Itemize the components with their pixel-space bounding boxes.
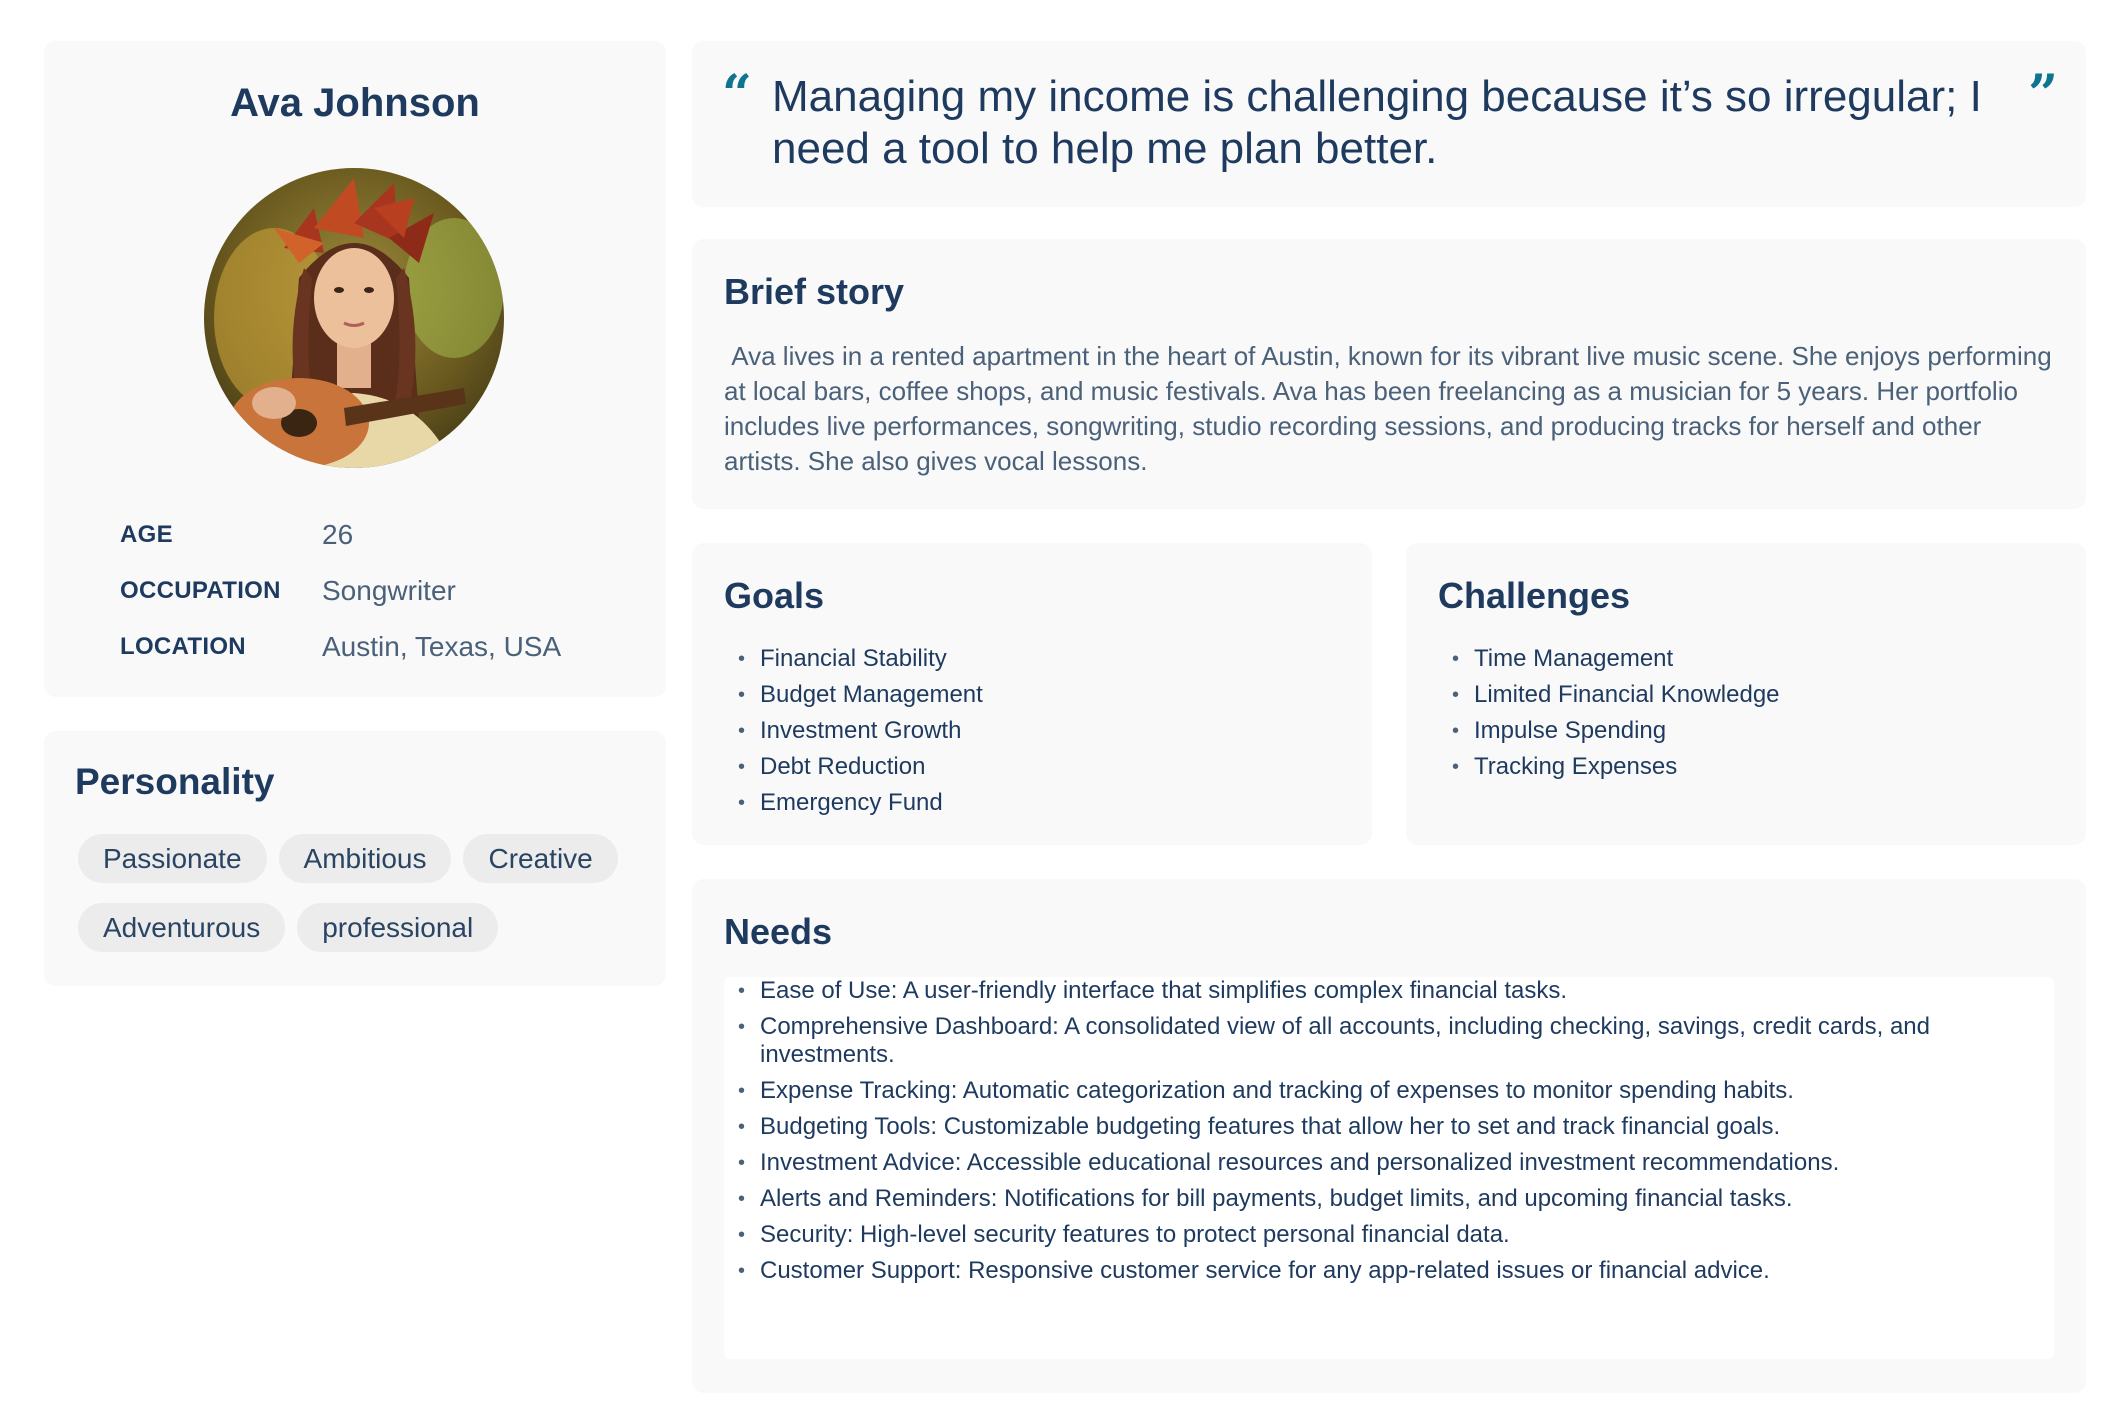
personality-tag: Passionate xyxy=(78,834,267,883)
list-item: • Investment Growth xyxy=(738,713,983,749)
personality-tag: Creative xyxy=(463,834,617,883)
section-title: Goals xyxy=(724,575,825,616)
info-value: Songwriter xyxy=(322,575,456,606)
list-item: • Tracking Expenses xyxy=(1452,749,1780,785)
list-item: • Time Management xyxy=(1452,641,1780,677)
story-text: Ava lives in a rented apartment in the heart of Austin, known for its vibrant live music scene. She enjoys performing at local bars, coffee shops, and music festivals. Ava has been freelancing as a musician for 5 years. Her portfolio includes live performances, songwriting, studio recording sessions, and producing tracks for herself and other artists. She also gives vocal lessons. xyxy=(724,341,2059,476)
goals-card xyxy=(692,543,1372,845)
list-item: • Comprehensive Dashboard: A consolidated view of all accounts, including checking, savings, credit cards, and investments. xyxy=(738,1013,2038,1069)
list-item: • Alerts and Reminders: Notifications for bill payments, budget limits, and upcoming financial tasks. xyxy=(738,1185,2038,1213)
list-item: • Budgeting Tools: Customizable budgeting features that allow her to set and track financial goals. xyxy=(738,1113,2038,1141)
profile-info xyxy=(120,507,561,675)
personality-tags xyxy=(78,834,648,952)
open-quote-icon: “ xyxy=(722,64,752,125)
avatar xyxy=(204,168,504,468)
persona-quote: Managing my income is challenging because it’s so irregular; I need a tool to help me plan better. xyxy=(772,72,1982,173)
info-value: 26 xyxy=(322,519,354,550)
info-row-age xyxy=(120,507,561,563)
list-item: • Emergency Fund xyxy=(738,785,983,821)
personality-tag: professional xyxy=(297,903,498,952)
challenges-card xyxy=(1406,543,2086,845)
list-item: • Ease of Use: A user-friendly interface that simplifies complex financial tasks. xyxy=(738,977,2038,1005)
section-title: Brief story xyxy=(724,271,905,312)
list-item: • Customer Support: Responsive customer service for any app-related issues or financial advice. xyxy=(738,1257,2038,1285)
story-card xyxy=(692,239,2086,509)
needs-list xyxy=(738,977,2038,1293)
info-row-occupation xyxy=(120,563,561,619)
info-label: OCCUPATION xyxy=(120,577,281,604)
list-item: • Security: High-level security features to protect personal financial data. xyxy=(738,1221,2038,1249)
list-item: • Budget Management xyxy=(738,677,983,713)
section-title: Personality xyxy=(75,761,275,802)
portrait-photo-icon xyxy=(204,168,504,468)
section-title: Needs xyxy=(724,911,833,952)
list-item: • Expense Tracking: Automatic categorization and tracking of expenses to monitor spending habits. xyxy=(738,1077,2038,1105)
info-row-location xyxy=(120,619,561,675)
list-item: • Investment Advice: Accessible educational resources and personalized investment recommendations. xyxy=(738,1149,2038,1177)
persona-name: Ava Johnson xyxy=(230,81,480,125)
personality-tag: Adventurous xyxy=(78,903,285,952)
list-item: • Impulse Spending xyxy=(1452,713,1780,749)
personality-tag: Ambitious xyxy=(279,834,452,883)
info-label: LOCATION xyxy=(120,633,246,660)
list-item: • Financial Stability xyxy=(738,641,983,677)
quote-card xyxy=(692,41,2086,207)
section-title: Challenges xyxy=(1438,575,1631,616)
goals-list xyxy=(738,641,983,821)
list-item: • Debt Reduction xyxy=(738,749,983,785)
close-quote-icon: ” xyxy=(2028,64,2058,125)
list-item: • Limited Financial Knowledge xyxy=(1452,677,1780,713)
profile-card xyxy=(44,41,666,697)
info-label: AGE xyxy=(120,521,173,548)
needs-content xyxy=(724,977,2054,1359)
personality-card xyxy=(44,731,666,986)
challenges-list xyxy=(1452,641,1780,785)
info-value: Austin, Texas, USA xyxy=(322,631,562,662)
needs-card xyxy=(692,879,2086,1393)
